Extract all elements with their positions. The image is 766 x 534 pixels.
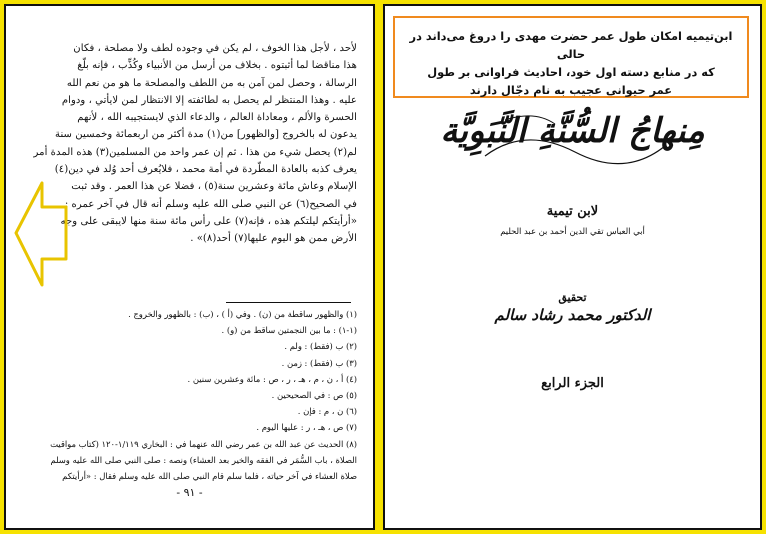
footnote-line: (٤) أ ، ن ، م ، هـ ، ر ، ص : مائة وعشرين سنين . <box>187 373 357 384</box>
book-title: مِنهاجُ السُّنَّةِ النَّبَوِيَّة <box>440 111 705 151</box>
footnote-line: (٨) الحديث عن عبد الله بن عمر رضي الله عنهما في : البخاري ١/١١٩-١٢٠ (كتاب مواقيت <box>50 438 357 449</box>
author-full-name: أبي العباس تقي الدين أحمد بن عبد الحليم <box>500 226 645 236</box>
footnote-line: (١) والظهور ساقطة من (ن) . وفي (أ ) ، (ب) : بالظهور والخروج . <box>128 309 357 319</box>
footnote-line: (٦) ن ، م : فإن . <box>297 406 357 417</box>
banner-line: که در منابع دسته اول خود، احادیث فراوانی بر طول <box>427 65 715 79</box>
footnote-line: الصلاة ، باب السُّمَر في الفقه والخير بعد العشاء) ونصه : صلى النبي صلى الله عليه وسلم <box>50 454 357 465</box>
body-line: الحسرة والألم ، ومعاداة العالم ، والدعاء الذي لايستجيبه الله ، لأنهم <box>77 112 357 124</box>
editor-name: الدكتور محمد رشاد سالم <box>494 306 651 324</box>
footnotes <box>24 306 357 484</box>
left-book-page <box>4 4 375 530</box>
body-line: يدعون له بالخروج [والظهور] من(١) مدة أكثر من اربعمائة وخمسين سنة <box>54 129 357 141</box>
tahqiq-label: تحقيق <box>558 291 587 304</box>
annotation-banner <box>393 16 749 98</box>
footnote-line: صلاة العشاء في آخر حياته ، فلما سلم قام النبي صلى الله عليه وسلم فقال : «أرأيتكم <box>62 471 357 482</box>
banner-line: ابن‌تیمیه امکان طول عمر حضرت مهدی را دروغ می‌داند در حالی <box>409 29 733 61</box>
footnote-line: (١-١) : ما بين النجمتين ساقط من (و) . <box>221 325 357 336</box>
body-line: هذا مناقضا لما أثبتوه . بخلاف من أرسل من الأنبياء وكُذِّب ، فإنه بلَّغ <box>77 60 357 72</box>
footnote-separator <box>226 302 351 303</box>
body-line: الإسلام وعاش مائة وعشرين سنة(٥) ، فضلا عن هذا العمر . وقد ثبت <box>71 181 357 193</box>
footnote-line: (٣) ب (فقط) : زمن . <box>281 357 357 368</box>
body-line: الرسالة ، وحصل لمن آمن به من اللطف والمصلحة ما هو من نعم الله <box>66 77 357 89</box>
body-line: يعرف كذبه بالعادة المطّردة في أمة محمد ، فلايُعرف أحد وُلد في دين(٤) <box>54 164 357 176</box>
body-line: لم(٢) يحصل شيء من هذا . ثم إن عمر واحد من المسلمين(٣) هذه المدة أمر <box>33 146 357 158</box>
body-line: «أرأيتكم ليلتكم هذه ، فإنه(٧) على رأس مائة سنة منها لايبقى على وجه <box>60 215 357 227</box>
footnote-line: (٥) ص : في الصحيحين . <box>271 390 357 401</box>
banner-line: عمر حیوانی عجیب به نام دجّال دارند <box>469 83 673 97</box>
page-number: - ٩١ - <box>176 486 203 499</box>
body-line: في الصحيح(٦) عن النبي صلى الله عليه وسلم أنه قال في آخر عمره : <box>64 198 357 210</box>
body-line: الأرض ممن هو اليوم عليها(٧) أحد(٨)» . <box>190 233 357 245</box>
left-arrow-highlight <box>14 169 72 299</box>
body-line: لأحد ، لأجل هذا الخوف ، لم يكن في وجوده لطف ولا مصلحة ، فكان <box>73 43 357 54</box>
footnote-line: (٧) ص ، هـ ، ر : عليها اليوم . <box>256 422 357 433</box>
footnote-line: (٢) ب (فقط) : ولم . <box>284 341 357 352</box>
volume-label: الجزء الرابع <box>541 376 604 391</box>
book-title-page <box>383 4 762 530</box>
page-body-text <box>24 40 357 248</box>
author-name: لابن تيمية <box>546 204 599 219</box>
body-line: عليه . وهذا المنتظر لم يحصل به لطائفته إلا الانتظار لمن لايأتي ، ودوام <box>61 94 357 106</box>
